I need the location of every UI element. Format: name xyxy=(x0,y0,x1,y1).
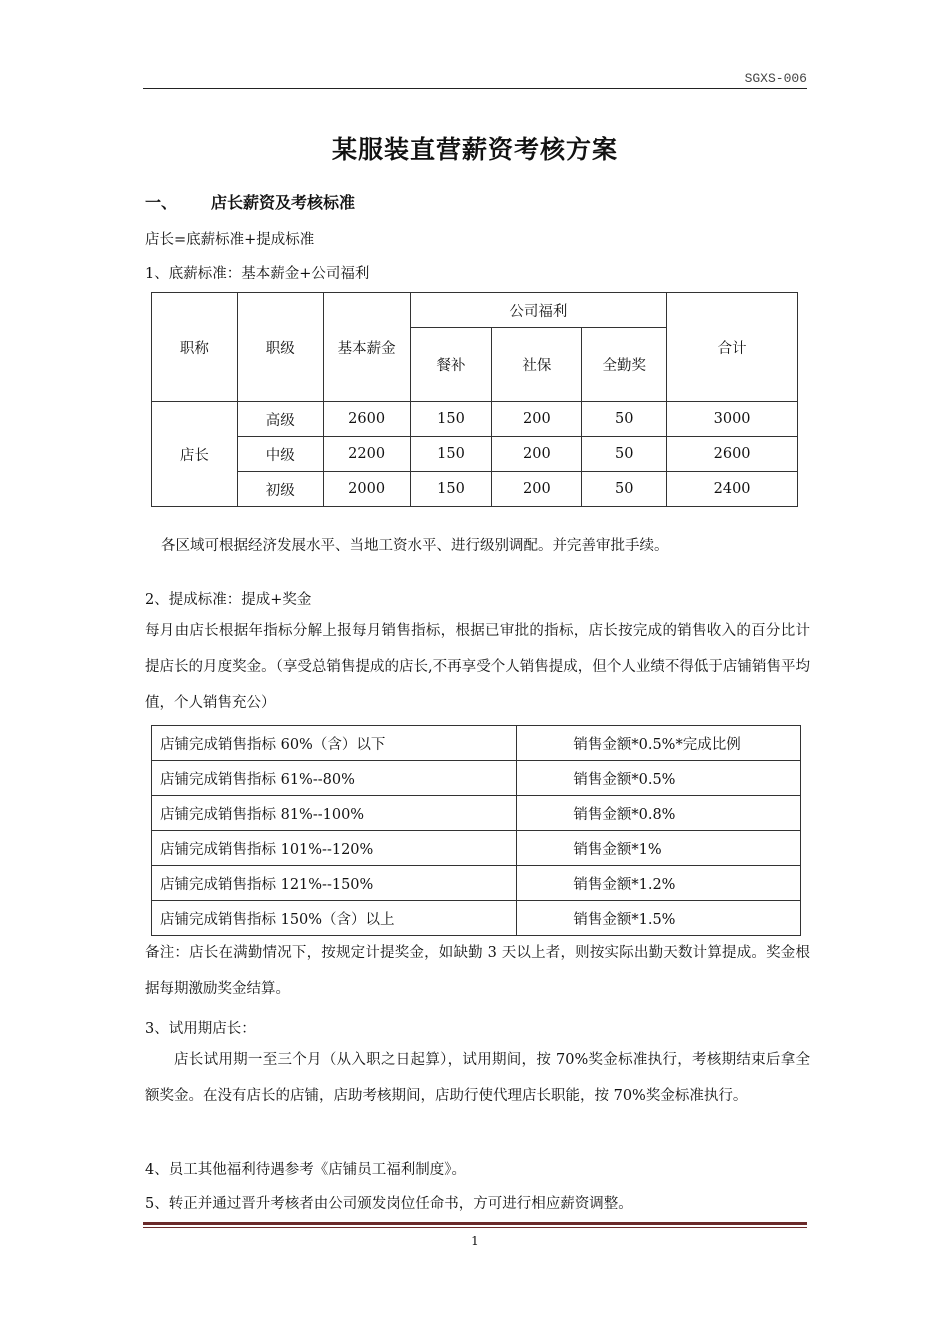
attendance-cell: 50 xyxy=(582,437,667,472)
table-row xyxy=(152,726,801,761)
level-cell: 高级 xyxy=(237,402,323,437)
region-note: 各区域可根据经济发展水平、当地工资水平、进行级别调配。并完善审批手续。 xyxy=(161,538,669,554)
header-title: 职称 xyxy=(152,293,238,402)
role-cell: 店长 xyxy=(152,402,238,507)
header-social: 社保 xyxy=(492,328,582,402)
item2-text: 每月由店长根据年指标分解上报每月销售指标，根据已审批的指标，店长按完成的销售收入的百分比计提店长的月度奖金。（享受总销售提成的店长,不再享受个人销售提成，但个人业绩不得低于店铺销售平均值，个人销售充公） xyxy=(145,623,810,711)
section-title: 店长薪资及考核标准 xyxy=(211,193,356,212)
attendance-cell: 50 xyxy=(582,472,667,507)
table-row xyxy=(152,761,801,796)
header-attendance: 全勤奖 xyxy=(582,328,667,402)
table-row xyxy=(152,437,798,472)
base-cell: 2600 xyxy=(323,402,410,437)
footer-rule-thin xyxy=(143,1227,807,1228)
formula-cell: 销售金额*1% xyxy=(517,831,801,866)
level-cell: 初级 xyxy=(237,472,323,507)
level-cell: 中级 xyxy=(237,437,323,472)
item5-text: 5、转正并通过晋升考核者由公司颁发岗位任命书，方可进行相应薪资调整。 xyxy=(145,1196,633,1212)
formula-cell: 销售金额*1.2% xyxy=(517,866,801,901)
header-total: 合计 xyxy=(667,293,798,402)
table-row xyxy=(152,472,798,507)
social-cell: 200 xyxy=(492,402,582,437)
table-row xyxy=(152,831,801,866)
item4-text: 4、员工其他福利待遇参考《店铺员工福利制度》。 xyxy=(145,1162,466,1178)
formula-cell: 销售金额*0.5% xyxy=(517,761,801,796)
footer-rule xyxy=(143,1222,807,1225)
formula-cell: 销售金额*1.5% xyxy=(517,901,801,936)
page-title: 某服装直营薪资考核方案 xyxy=(331,135,618,164)
social-cell: 200 xyxy=(492,437,582,472)
table-row xyxy=(152,866,801,901)
header-level: 职级 xyxy=(237,293,323,402)
total-cell: 2400 xyxy=(667,472,798,507)
page-number: 1 xyxy=(471,1234,479,1248)
item3-label: 3、试用期店长： xyxy=(145,1021,256,1037)
section-heading xyxy=(145,190,355,213)
base-cell: 2000 xyxy=(323,472,410,507)
condition-cell: 店铺完成销售指标 150%（含）以上 xyxy=(152,901,517,936)
document-code: SGXS-006 xyxy=(744,71,807,86)
meal-cell: 150 xyxy=(410,437,492,472)
condition-cell: 店铺完成销售指标 81%--100% xyxy=(152,796,517,831)
formula-cell: 销售金额*0.8% xyxy=(517,796,801,831)
social-cell: 200 xyxy=(492,472,582,507)
formula-cell: 销售金额*0.5%*完成比例 xyxy=(517,726,801,761)
base-salary-table xyxy=(151,292,798,507)
commission-table xyxy=(151,725,801,936)
attendance-cell: 50 xyxy=(582,402,667,437)
header-meal: 餐补 xyxy=(410,328,492,402)
total-cell: 2600 xyxy=(667,437,798,472)
base-cell: 2200 xyxy=(323,437,410,472)
condition-cell: 店铺完成销售指标 60%（含）以下 xyxy=(152,726,517,761)
header-welfare: 公司福利 xyxy=(410,293,667,328)
header-rule xyxy=(143,88,807,89)
total-cell: 3000 xyxy=(667,402,798,437)
header-base: 基本薪金 xyxy=(323,293,410,402)
bonus-remark: 备注：店长在满勤情况下，按规定计提奖金，如缺勤 3 天以上者，则按实际出勤天数计算提成。奖金根据每期激励奖金结算。 xyxy=(145,945,810,997)
condition-cell: 店铺完成销售指标 121%--150% xyxy=(152,866,517,901)
meal-cell: 150 xyxy=(410,472,492,507)
item2-label: 2、提成标准：提成+奖金 xyxy=(145,592,312,608)
table-row xyxy=(152,402,798,437)
condition-cell: 店铺完成销售指标 61%--80% xyxy=(152,761,517,796)
table-row xyxy=(152,796,801,831)
condition-cell: 店铺完成销售指标 101%--120% xyxy=(152,831,517,866)
section-number: 一、 xyxy=(145,193,178,212)
table-row xyxy=(152,901,801,936)
item1-label: 1、底薪标准：基本薪金+公司福利 xyxy=(145,266,370,282)
item3-text: 店长试用期一至三个月（从入职之日起算），试用期间，按 70%奖金标准执行，考核期结束后拿全额奖金。在没有店长的店铺，店助考核期间，店助行使代理店长职能，按 70%奖金标准执行。 xyxy=(145,1052,810,1104)
salary-formula: 店长=底薪标准+提成标准 xyxy=(145,232,315,248)
meal-cell: 150 xyxy=(410,402,492,437)
